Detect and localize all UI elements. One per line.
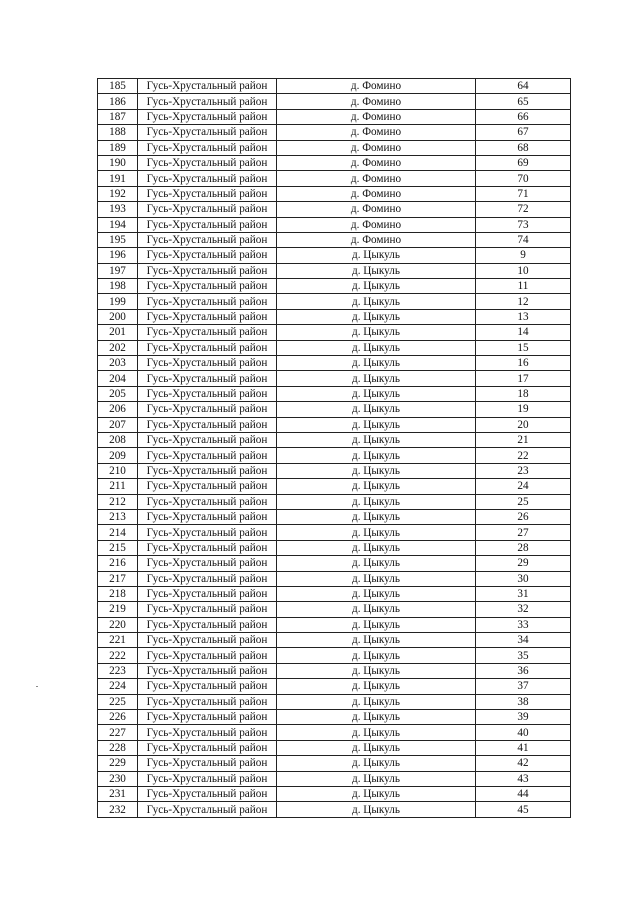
row-number-cell: 206 [98, 402, 138, 417]
table-row [98, 279, 571, 294]
house-number-cell: 12 [476, 294, 571, 309]
row-number-cell: 226 [98, 710, 138, 725]
district-cell: Гусь-Хрустальный район [138, 125, 277, 140]
table-row [98, 740, 571, 755]
table-row [98, 386, 571, 401]
district-cell: Гусь-Хрустальный район [138, 371, 277, 386]
house-number-cell: 73 [476, 217, 571, 232]
row-number-cell: 216 [98, 556, 138, 571]
table-row [98, 725, 571, 740]
row-number-cell: 203 [98, 356, 138, 371]
locality-cell: д. Цыкуль [277, 617, 476, 632]
district-cell: Гусь-Хрустальный район [138, 109, 277, 124]
locality-cell: д. Фомино [277, 155, 476, 170]
row-number-cell: 189 [98, 140, 138, 155]
house-number-cell: 36 [476, 663, 571, 678]
table-row [98, 217, 571, 232]
house-number-cell: 72 [476, 202, 571, 217]
district-cell: Гусь-Хрустальный район [138, 648, 277, 663]
table-row [98, 356, 571, 371]
house-number-cell: 17 [476, 371, 571, 386]
locality-cell: д. Цыкуль [277, 786, 476, 801]
table-row [98, 509, 571, 524]
table-row [98, 402, 571, 417]
district-cell: Гусь-Хрустальный район [138, 263, 277, 278]
house-number-cell: 70 [476, 171, 571, 186]
district-cell: Гусь-Хрустальный район [138, 710, 277, 725]
district-cell: Гусь-Хрустальный район [138, 756, 277, 771]
row-number-cell: 187 [98, 109, 138, 124]
row-number-cell: 197 [98, 263, 138, 278]
district-cell: Гусь-Хрустальный район [138, 94, 277, 109]
district-cell: Гусь-Хрустальный район [138, 232, 277, 247]
district-cell: Гусь-Хрустальный район [138, 186, 277, 201]
house-number-cell: 20 [476, 417, 571, 432]
locality-cell: д. Цыкуль [277, 525, 476, 540]
row-number-cell: 211 [98, 479, 138, 494]
row-number-cell: 220 [98, 617, 138, 632]
locality-cell: д. Цыкуль [277, 756, 476, 771]
house-number-cell: 13 [476, 309, 571, 324]
district-cell: Гусь-Хрустальный район [138, 171, 277, 186]
row-number-cell: 213 [98, 509, 138, 524]
house-number-cell: 38 [476, 694, 571, 709]
district-cell: Гусь-Хрустальный район [138, 725, 277, 740]
row-number-cell: 219 [98, 602, 138, 617]
row-number-cell: 217 [98, 571, 138, 586]
locality-cell: д. Цыкуль [277, 586, 476, 601]
locality-cell: д. Фомино [277, 186, 476, 201]
table-row [98, 232, 571, 247]
district-cell: Гусь-Хрустальный район [138, 786, 277, 801]
locality-cell: д. Фомино [277, 171, 476, 186]
house-number-cell: 23 [476, 463, 571, 478]
row-number-cell: 208 [98, 432, 138, 447]
row-number-cell: 230 [98, 771, 138, 786]
table-row [98, 294, 571, 309]
district-cell: Гусь-Хрустальный район [138, 602, 277, 617]
row-number-cell: 201 [98, 325, 138, 340]
table-row [98, 556, 571, 571]
table-row [98, 448, 571, 463]
locality-cell: д. Цыкуль [277, 417, 476, 432]
house-number-cell: 14 [476, 325, 571, 340]
house-number-cell: 24 [476, 479, 571, 494]
locality-cell: д. Цыкуль [277, 556, 476, 571]
row-number-cell: 196 [98, 248, 138, 263]
locality-cell: д. Цыкуль [277, 463, 476, 478]
row-number-cell: 222 [98, 648, 138, 663]
row-number-cell: 229 [98, 756, 138, 771]
row-number-cell: 210 [98, 463, 138, 478]
district-cell: Гусь-Хрустальный район [138, 663, 277, 678]
district-cell: Гусь-Хрустальный район [138, 509, 277, 524]
district-cell: Гусь-Хрустальный район [138, 448, 277, 463]
row-number-cell: 195 [98, 232, 138, 247]
table-row [98, 571, 571, 586]
locality-cell: д. Цыкуль [277, 509, 476, 524]
row-number-cell: 207 [98, 417, 138, 432]
house-number-cell: 41 [476, 740, 571, 755]
row-number-cell: 212 [98, 494, 138, 509]
locality-cell: д. Цыкуль [277, 740, 476, 755]
table-row [98, 186, 571, 201]
locality-cell: д. Фомино [277, 125, 476, 140]
row-number-cell: 188 [98, 125, 138, 140]
district-cell: Гусь-Хрустальный район [138, 556, 277, 571]
row-number-cell: 224 [98, 679, 138, 694]
district-cell: Гусь-Хрустальный район [138, 771, 277, 786]
locality-cell: д. Цыкуль [277, 386, 476, 401]
district-cell: Гусь-Хрустальный район [138, 386, 277, 401]
locality-cell: д. Цыкуль [277, 432, 476, 447]
house-number-cell: 71 [476, 186, 571, 201]
table-row [98, 756, 571, 771]
district-cell: Гусь-Хрустальный район [138, 540, 277, 555]
district-cell: Гусь-Хрустальный район [138, 617, 277, 632]
locality-cell: д. Цыкуль [277, 294, 476, 309]
district-cell: Гусь-Хрустальный район [138, 294, 277, 309]
locality-cell: д. Фомино [277, 232, 476, 247]
row-number-cell: 191 [98, 171, 138, 186]
locality-cell: д. Цыкуль [277, 710, 476, 725]
house-number-cell: 21 [476, 432, 571, 447]
district-cell: Гусь-Хрустальный район [138, 402, 277, 417]
house-number-cell: 9 [476, 248, 571, 263]
row-number-cell: 199 [98, 294, 138, 309]
row-number-cell: 200 [98, 309, 138, 324]
district-cell: Гусь-Хрустальный район [138, 248, 277, 263]
district-cell: Гусь-Хрустальный район [138, 633, 277, 648]
row-number-cell: 194 [98, 217, 138, 232]
row-number-cell: 198 [98, 279, 138, 294]
table-row [98, 771, 571, 786]
locality-cell: д. Цыкуль [277, 479, 476, 494]
house-number-cell: 30 [476, 571, 571, 586]
house-number-cell: 40 [476, 725, 571, 740]
locality-cell: д. Цыкуль [277, 448, 476, 463]
locality-cell: д. Цыкуль [277, 771, 476, 786]
table-row [98, 802, 571, 817]
table-row [98, 525, 571, 540]
row-number-cell: 190 [98, 155, 138, 170]
district-cell: Гусь-Хрустальный район [138, 571, 277, 586]
table-row [98, 171, 571, 186]
house-number-cell: 42 [476, 756, 571, 771]
district-cell: Гусь-Хрустальный район [138, 155, 277, 170]
district-cell: Гусь-Хрустальный район [138, 679, 277, 694]
house-number-cell: 43 [476, 771, 571, 786]
house-number-cell: 37 [476, 679, 571, 694]
district-cell: Гусь-Хрустальный район [138, 525, 277, 540]
house-number-cell: 28 [476, 540, 571, 555]
house-number-cell: 64 [476, 79, 571, 94]
table-row [98, 79, 571, 94]
district-cell: Гусь-Хрустальный район [138, 417, 277, 432]
row-number-cell: 193 [98, 202, 138, 217]
table-row [98, 94, 571, 109]
house-number-cell: 32 [476, 602, 571, 617]
locality-cell: д. Цыкуль [277, 309, 476, 324]
locality-cell: д. Цыкуль [277, 248, 476, 263]
locality-cell: д. Цыкуль [277, 340, 476, 355]
house-number-cell: 34 [476, 633, 571, 648]
table-row [98, 479, 571, 494]
table-row [98, 463, 571, 478]
table-row [98, 663, 571, 678]
locality-cell: д. Цыкуль [277, 571, 476, 586]
house-number-cell: 27 [476, 525, 571, 540]
address-table-body [98, 79, 571, 818]
table-row [98, 202, 571, 217]
house-number-cell: 44 [476, 786, 571, 801]
house-number-cell: 11 [476, 279, 571, 294]
row-number-cell: 192 [98, 186, 138, 201]
row-number-cell: 215 [98, 540, 138, 555]
table-row [98, 648, 571, 663]
locality-cell: д. Цыкуль [277, 694, 476, 709]
district-cell: Гусь-Хрустальный район [138, 279, 277, 294]
table-row [98, 494, 571, 509]
locality-cell: д. Цыкуль [277, 494, 476, 509]
house-number-cell: 15 [476, 340, 571, 355]
table-row [98, 371, 571, 386]
house-number-cell: 74 [476, 232, 571, 247]
table-row [98, 309, 571, 324]
house-number-cell: 16 [476, 356, 571, 371]
district-cell: Гусь-Хрустальный район [138, 340, 277, 355]
table-row [98, 263, 571, 278]
locality-cell: д. Фомино [277, 94, 476, 109]
district-cell: Гусь-Хрустальный район [138, 217, 277, 232]
row-number-cell: 228 [98, 740, 138, 755]
table-row [98, 633, 571, 648]
row-number-cell: 205 [98, 386, 138, 401]
district-cell: Гусь-Хрустальный район [138, 202, 277, 217]
table-row [98, 125, 571, 140]
district-cell: Гусь-Хрустальный район [138, 586, 277, 601]
house-number-cell: 65 [476, 94, 571, 109]
locality-cell: д. Цыкуль [277, 602, 476, 617]
house-number-cell: 22 [476, 448, 571, 463]
address-table [97, 78, 571, 818]
district-cell: Гусь-Хрустальный район [138, 432, 277, 447]
table-row [98, 786, 571, 801]
house-number-cell: 66 [476, 109, 571, 124]
row-number-cell: 223 [98, 663, 138, 678]
district-cell: Гусь-Хрустальный район [138, 479, 277, 494]
table-row [98, 417, 571, 432]
district-cell: Гусь-Хрустальный район [138, 325, 277, 340]
table-row [98, 432, 571, 447]
table-row [98, 155, 571, 170]
locality-cell: д. Цыкуль [277, 648, 476, 663]
locality-cell: д. Цыкуль [277, 679, 476, 694]
row-number-cell: 204 [98, 371, 138, 386]
locality-cell: д. Цыкуль [277, 356, 476, 371]
table-row [98, 710, 571, 725]
locality-cell: д. Цыкуль [277, 663, 476, 678]
house-number-cell: 25 [476, 494, 571, 509]
house-number-cell: 35 [476, 648, 571, 663]
house-number-cell: 31 [476, 586, 571, 601]
house-number-cell: 10 [476, 263, 571, 278]
house-number-cell: 69 [476, 155, 571, 170]
house-number-cell: 29 [476, 556, 571, 571]
house-number-cell: 19 [476, 402, 571, 417]
row-number-cell: 218 [98, 586, 138, 601]
table-row [98, 140, 571, 155]
house-number-cell: 45 [476, 802, 571, 817]
row-number-cell: 227 [98, 725, 138, 740]
district-cell: Гусь-Хрустальный район [138, 79, 277, 94]
district-cell: Гусь-Хрустальный район [138, 309, 277, 324]
row-number-cell: 186 [98, 94, 138, 109]
house-number-cell: 18 [476, 386, 571, 401]
house-number-cell: 39 [476, 710, 571, 725]
locality-cell: д. Цыкуль [277, 802, 476, 817]
locality-cell: д. Цыкуль [277, 633, 476, 648]
locality-cell: д. Фомино [277, 202, 476, 217]
house-number-cell: 68 [476, 140, 571, 155]
locality-cell: д. Фомино [277, 140, 476, 155]
house-number-cell: 26 [476, 509, 571, 524]
house-number-cell: 67 [476, 125, 571, 140]
row-number-cell: 232 [98, 802, 138, 817]
district-cell: Гусь-Хрустальный район [138, 494, 277, 509]
locality-cell: д. Цыкуль [277, 279, 476, 294]
locality-cell: д. Цыкуль [277, 540, 476, 555]
table-row [98, 679, 571, 694]
locality-cell: д. Цыкуль [277, 371, 476, 386]
row-number-cell: 209 [98, 448, 138, 463]
locality-cell: д. Цыкуль [277, 325, 476, 340]
locality-cell: д. Фомино [277, 109, 476, 124]
locality-cell: д. Фомино [277, 217, 476, 232]
locality-cell: д. Цыкуль [277, 402, 476, 417]
locality-cell: д. Цыкуль [277, 725, 476, 740]
district-cell: Гусь-Хрустальный район [138, 140, 277, 155]
row-number-cell: 225 [98, 694, 138, 709]
house-number-cell: 33 [476, 617, 571, 632]
table-row [98, 340, 571, 355]
table-row [98, 602, 571, 617]
table-row [98, 325, 571, 340]
row-number-cell: 185 [98, 79, 138, 94]
table-row [98, 694, 571, 709]
locality-cell: д. Фомино [277, 79, 476, 94]
district-cell: Гусь-Хрустальный район [138, 740, 277, 755]
table-row [98, 586, 571, 601]
table-row [98, 109, 571, 124]
district-cell: Гусь-Хрустальный район [138, 802, 277, 817]
table-row [98, 617, 571, 632]
row-number-cell: 214 [98, 525, 138, 540]
scan-speck [36, 686, 38, 687]
table-row [98, 540, 571, 555]
table-row [98, 248, 571, 263]
district-cell: Гусь-Хрустальный район [138, 356, 277, 371]
row-number-cell: 202 [98, 340, 138, 355]
district-cell: Гусь-Хрустальный район [138, 463, 277, 478]
locality-cell: д. Цыкуль [277, 263, 476, 278]
district-cell: Гусь-Хрустальный район [138, 694, 277, 709]
row-number-cell: 231 [98, 786, 138, 801]
row-number-cell: 221 [98, 633, 138, 648]
